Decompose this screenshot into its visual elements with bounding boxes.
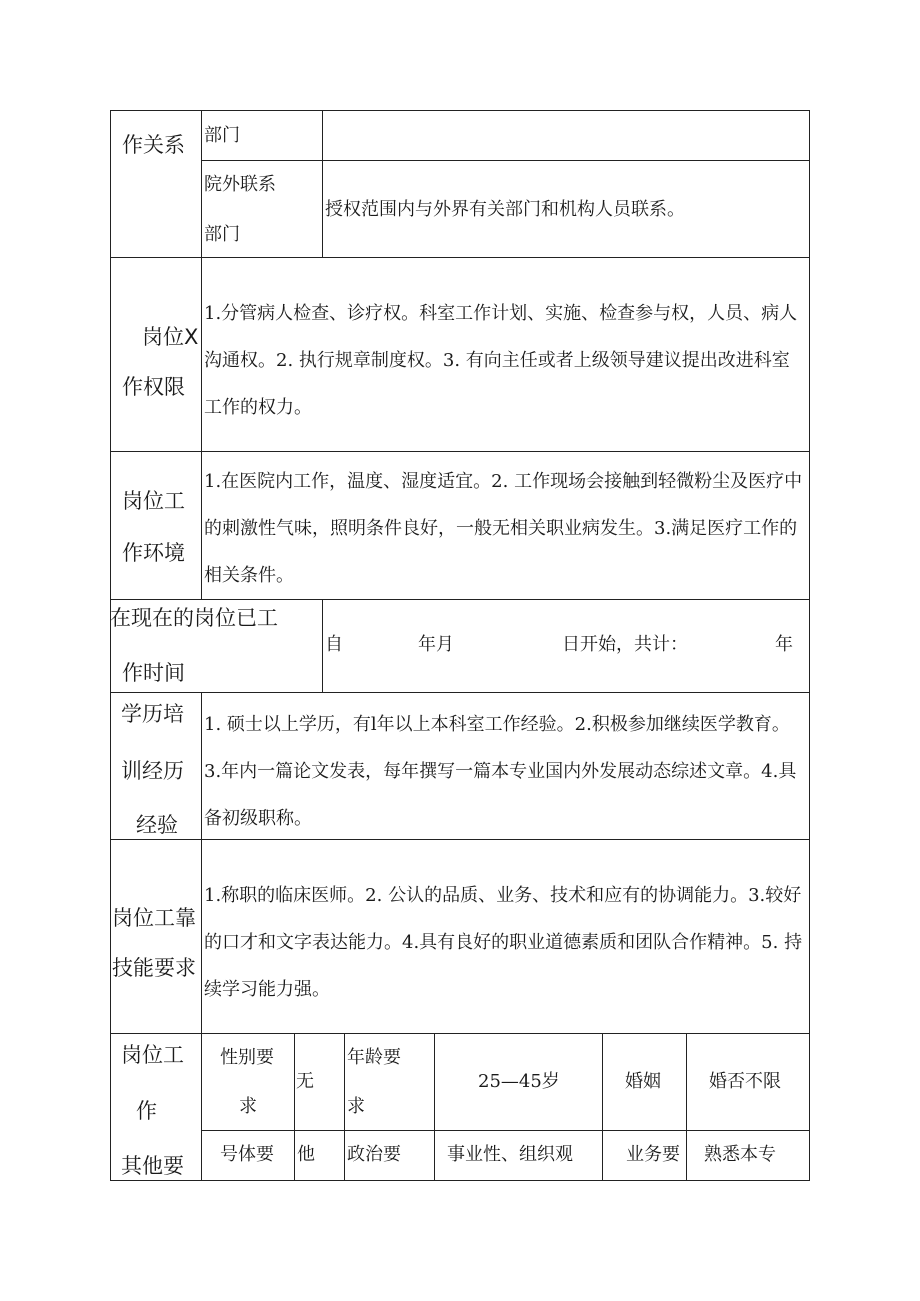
environment-text: 1.在医院内工作，温度、湿度适宜。2. 工作现场会接触到轻微粉尘及医疗中的刺激性气味，照明条件良好，一般无相关职业病发生。3.满足医疗工作的相关条件。 — [204, 471, 803, 586]
table-border — [201, 160, 810, 161]
education-label-line3: 经验 — [136, 813, 178, 837]
politics-label: 政治要 — [347, 1144, 401, 1165]
other-label-line2: 作 — [136, 1099, 157, 1123]
gender-label-line2: 求 — [239, 1096, 257, 1117]
age-value: 25—45岁 — [478, 1071, 560, 1092]
table-border — [201, 110, 202, 600]
environment-label-line1: 岗位工 — [122, 489, 185, 513]
relations-label: 作关系 — [122, 133, 185, 157]
skills-label-line1: 岗位工靠 — [112, 906, 196, 930]
tenure-year-month: 年月 — [418, 634, 454, 655]
tenure-label-line2: 作时间 — [122, 661, 185, 685]
tenure-from: 自 — [325, 634, 343, 655]
other-label-line1: 岗位工 — [121, 1043, 184, 1067]
skills-text: 1.称职的临床医师。2. 公认的品质、业务、技术和应有的协调能力。3.较好的口才和文字表达能力。4.具有良好的职业道德素质和团队合作精神。5. 持续学习能力强。 — [204, 885, 803, 1000]
table-border — [686, 1033, 687, 1181]
table-border — [602, 1033, 603, 1181]
table-border — [110, 110, 111, 1181]
tenure-years: 年 — [775, 634, 793, 655]
table-border — [434, 1033, 435, 1181]
business-label: 业务要 — [626, 1144, 680, 1165]
tenure-start-total: 日开始，共计： — [562, 634, 688, 655]
authority-text: 1.分管病人检查、诊疗权。科室工作计划、实施、检查参与权，人员、病人沟通权。2. 执行规章制度权。3. 有向主任或者上级领导建议提出改进科室工作的权力。 — [204, 303, 798, 418]
tenure-label-line1: 在现在的岗位已工 — [110, 606, 278, 630]
table-border — [201, 1130, 810, 1131]
authority-label-line2: 作权限 — [122, 375, 185, 399]
table-border — [110, 599, 810, 600]
table-border — [110, 451, 810, 452]
authority-label-line1: 岗位X — [142, 325, 199, 349]
table-border — [110, 692, 810, 693]
table-border — [110, 257, 810, 258]
marriage-value: 婚否不限 — [709, 1071, 781, 1092]
age-label-line2: 求 — [347, 1096, 365, 1117]
external-contact-text: 授权范围内与外界有关部门和机构人员联系。 — [325, 199, 685, 220]
external-dept-label: 部门 — [204, 224, 240, 245]
table-border — [110, 1180, 810, 1181]
table-border — [809, 110, 810, 1181]
skills-label-line2: 技能要求 — [112, 956, 196, 980]
education-label-line1: 学历培 — [121, 702, 184, 726]
table-border — [201, 692, 202, 1181]
gender-value: 无 — [296, 1071, 314, 1092]
environment-label-line2: 作环境 — [122, 541, 185, 565]
other-label-line3: 其他要 — [121, 1154, 184, 1178]
table-border — [110, 110, 810, 111]
education-text: 1. 硕士以上学历，有l年以上本科室工作经验。2.积极参加继续医学教育。3.年内一篇论文发表，每年撰写一篇本专业国内外发展动态综述文章。4.具备初级职称。 — [204, 714, 797, 829]
table-border — [294, 1033, 295, 1181]
table-border — [110, 1033, 810, 1034]
education-label-line2: 训经历 — [121, 759, 184, 783]
body-label: 号体要 — [220, 1144, 274, 1165]
politics-value: 事业性、组织观 — [447, 1144, 573, 1165]
gender-label-line1: 性别要 — [220, 1047, 274, 1068]
age-label-line1: 年龄要 — [347, 1047, 401, 1068]
table-border — [344, 1033, 345, 1181]
business-value: 熟悉本专 — [704, 1144, 776, 1165]
marriage-label: 婚姻 — [625, 1071, 661, 1092]
internal-dept-label: 部门 — [204, 125, 240, 146]
table-border — [322, 110, 323, 258]
table-border — [322, 599, 323, 693]
body-value: 他 — [297, 1144, 315, 1165]
external-contact-label: 院外联系 — [204, 174, 276, 195]
